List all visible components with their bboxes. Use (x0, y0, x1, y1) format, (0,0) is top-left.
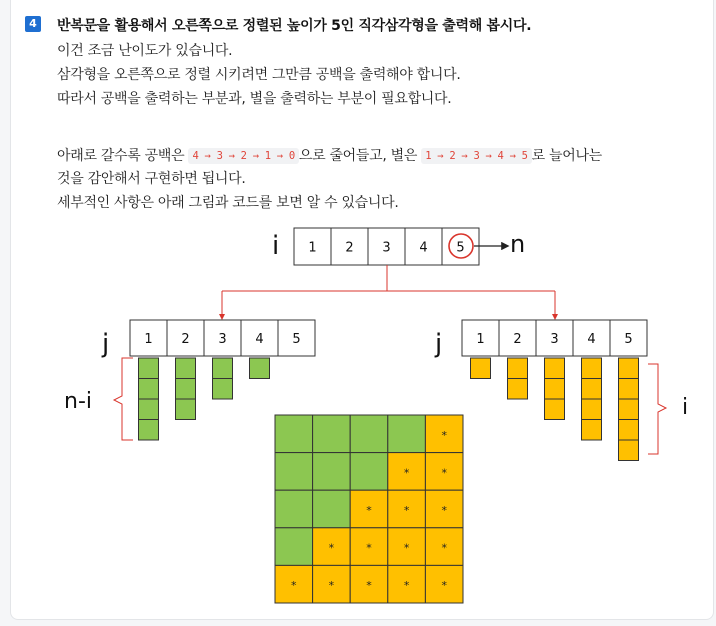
space-block (176, 379, 196, 400)
j-left-cell-label: 1 (144, 332, 153, 347)
grid-space-cell (350, 453, 388, 491)
explain-line-3: 세부적인 사항은 아래 그림과 코드를 보면 알 수 있습니다. (57, 195, 399, 211)
grid-star: * (441, 428, 447, 442)
j-label-right: j (435, 329, 443, 359)
j-left-cell-label: 5 (292, 332, 301, 347)
grid-space-cell (275, 415, 313, 453)
explain-line-2: 것을 감안해서 구현하면 됩니다. (57, 171, 246, 187)
grid-star: * (366, 504, 372, 517)
star-block (582, 420, 602, 441)
n-label: n (510, 230, 526, 258)
star-block (619, 420, 639, 441)
j-label-left: j (102, 329, 110, 359)
grid-star: * (403, 579, 410, 593)
space-block (213, 358, 233, 379)
j-right-cell-label: 5 (624, 332, 633, 347)
star-block (582, 399, 602, 420)
grid-star: * (366, 579, 372, 593)
grid-star: * (441, 541, 447, 555)
intro-line-3: 따라서 공백을 출력하는 부분과, 별을 출력하는 부분이 필요합니다. (57, 91, 452, 107)
j-row-left (130, 320, 315, 356)
triangle-grid (275, 415, 463, 603)
j-right-cell-label: 2 (513, 332, 522, 347)
grid-space-cell (313, 415, 351, 453)
brace-right (648, 364, 666, 454)
grid-star: * (441, 466, 447, 480)
code-star-sequence: 1 → 2 → 3 → 4 → 5 (421, 148, 531, 164)
explain-text-b: 으로 줄어들고, 별은 (298, 148, 418, 164)
i-row (294, 228, 479, 265)
space-block (176, 358, 196, 379)
grid-space-cell (313, 453, 351, 491)
star-block (582, 358, 602, 379)
i-brace-label: i (682, 395, 689, 420)
j-left-cell-label: 2 (181, 332, 190, 347)
star-block (508, 379, 528, 400)
j-left-cell-label: 3 (218, 332, 227, 347)
intro-line-2: 삼각형을 오른쪽으로 정렬 시키려면 그만큼 공백을 출력해야 합니다. (57, 67, 461, 83)
connector-lines (222, 265, 555, 315)
star-block (619, 399, 639, 420)
star-block (582, 379, 602, 400)
grid-star: * (441, 579, 447, 593)
space-block (139, 379, 159, 400)
grid-star: * (441, 504, 447, 517)
grid-space-cell (275, 528, 313, 566)
j-row-right (462, 320, 647, 356)
arrow-down-left (219, 314, 225, 320)
grid-star: * (291, 579, 297, 593)
grid-star: * (328, 541, 335, 555)
explain-text-a: 아래로 갈수록 공백은 (57, 148, 185, 164)
code-space-sequence: 4 → 3 → 2 → 1 → 0 (188, 148, 298, 164)
i-label: i (272, 231, 280, 261)
star-block (508, 358, 528, 379)
grid-star: * (328, 579, 335, 593)
grid-space-cell (350, 415, 388, 453)
grid-space-cell (275, 490, 313, 528)
space-block (139, 358, 159, 379)
grid-star: * (403, 541, 410, 555)
space-block (213, 379, 233, 400)
grid-star: * (403, 466, 410, 480)
i-row-cell-label: 2 (345, 240, 354, 256)
step-badge: 4 (25, 16, 41, 32)
star-block (471, 358, 491, 379)
space-block (250, 358, 270, 379)
grid-space-cell (388, 415, 426, 453)
star-block (619, 440, 639, 461)
intro-line-1: 이건 조금 난이도가 있습니다. (57, 43, 233, 59)
star-columns (471, 358, 639, 461)
brace-left (114, 358, 133, 440)
i-row-cell-label: 1 (308, 240, 317, 256)
star-block (545, 379, 565, 400)
explain-text-c: 로 늘어나는 (531, 148, 602, 164)
grid-space-cell (275, 453, 313, 491)
n-minus-i-label: n-i (64, 389, 92, 414)
star-block (619, 358, 639, 379)
grid-star: * (366, 541, 372, 555)
i-row-cell-label: 3 (382, 240, 391, 256)
arrow-down-right (552, 314, 558, 320)
j-right-cell-label: 3 (550, 332, 559, 347)
grid-space-cell (313, 490, 351, 528)
space-columns (139, 358, 270, 440)
star-block (545, 358, 565, 379)
space-block (139, 420, 159, 441)
section-title: 반복문을 활용해서 오른쪽으로 정렬된 높이가 5인 직각삼각형을 출력해 봅시다. (57, 18, 532, 34)
j-right-cell-label: 4 (587, 332, 596, 347)
star-block (545, 399, 565, 420)
j-right-cell-label: 1 (476, 332, 485, 347)
star-block (619, 379, 639, 400)
i-row-cell-label: 4 (419, 240, 428, 256)
grid-star: * (403, 504, 410, 517)
i-row-cell-label: 5 (456, 240, 465, 256)
space-block (176, 399, 196, 420)
space-block (139, 399, 159, 420)
j-left-cell-label: 4 (255, 332, 264, 347)
